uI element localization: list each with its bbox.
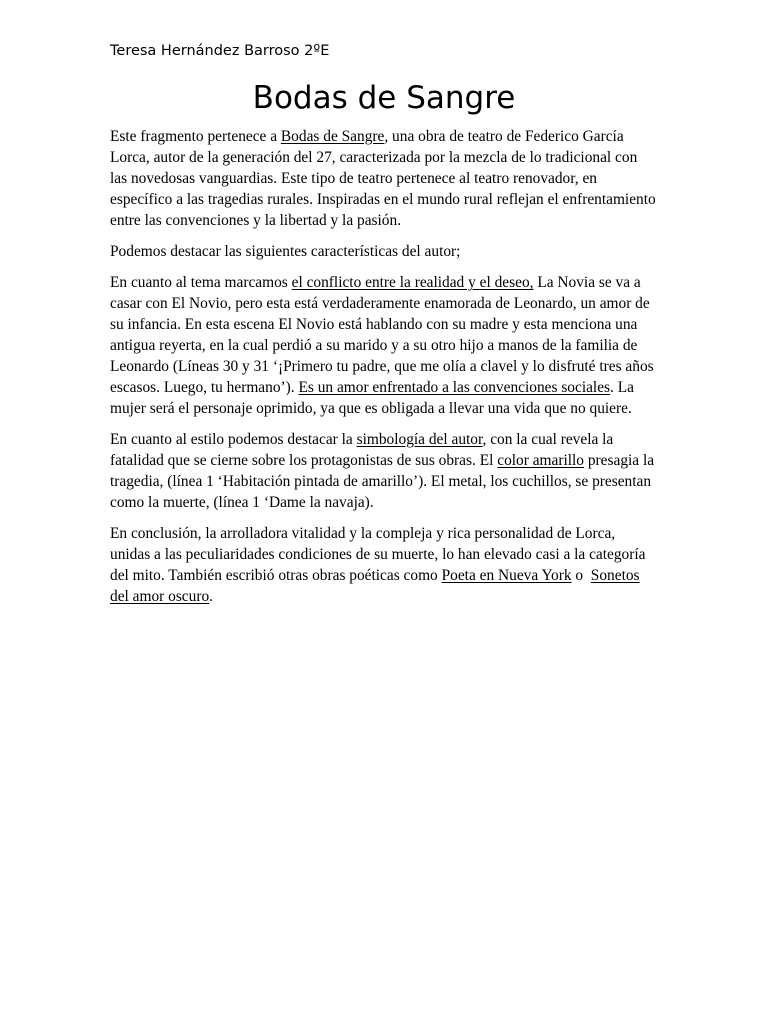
paragraph-text: Este fragmento pertenece a [110,128,281,145]
underlined-text: Sonetos del amor oscuro [110,567,640,605]
paragraph-text: En cuanto al estilo podemos destacar la [110,431,357,448]
underlined-text: simbología del autor [356,431,483,448]
paragraph-conclusion [110,523,658,607]
underlined-text: Poeta en Nueva York [441,567,572,584]
paragraph-text: . [209,588,214,605]
paragraph-theme [110,272,658,419]
paragraph-text: La Novia se va a casar con El Novio, pero esta está verdaderamente enamorada de Leonardo, un amor de su infancia. En esta escena El Novio está hablando con su madre y esta menciona una antigua reyerta, en la cual perdió a su marido y a su otro hijo a manos de la familia de Leonardo (Líneas 30 y 31 ‘¡Primero tu padre, que me olía a clavel y lo disfruté tres años escasos. Luego, tu hermano’). [110,274,654,396]
paragraph-intro [110,126,658,231]
paragraph-text: . La mujer será el personaje oprimido, ya que es obligada a llevar una vida que no quiere. [110,379,634,417]
paragraph-text: presagia la tragedia, (línea 1 ‘Habitación pintada de amarillo’). El metal, los cuchillos, se presentan como la muerte, (línea 1 ‘Dame la navaja). [110,452,655,511]
underlined-text: el conflicto entre la realidad y el deseo, [291,274,534,291]
paragraph-characteristics-intro [110,241,658,262]
underlined-text: color amarillo [497,452,584,469]
paragraph-text: Podemos destacar las siguientes características del autor; [110,243,461,260]
paragraph-text: En conclusión, la arrolladora vitalidad y la compleja y rica personalidad de Lorca, unidas a las peculiaridades condiciones de su muerte, lo han elevado casi a la categoría del mito. También escribió otras obras poéticas como [110,525,646,584]
underlined-text: Bodas de Sangre [280,128,385,145]
document-title: Bodas de Sangre [252,80,516,116]
author-line: Teresa Hernández Barroso 2ºE [110,43,330,59]
paragraph-text: En cuanto al tema marcamos [110,274,292,291]
paragraph-text: , una obra de teatro de Federico García Lorca, autor de la generación del 27, caracterizada por la mezcla de lo tradicional con las novedosas vanguardias. Este tipo de teatro pertenece al teatro renovador, en específico a las tragedias rurales. Inspiradas en el mundo rural reflejan el enfrentamiento entre las convenciones y la libertad y la pasión. [110,128,656,229]
paragraph-text: , con la cual revela la fatalidad que se cierne sobre los protagonistas de sus obras. El [110,431,614,469]
paragraph-style [110,429,658,513]
underlined-text: Es un amor enfrentado a las convenciones sociales [298,379,611,396]
paragraph-text: o [571,567,591,584]
